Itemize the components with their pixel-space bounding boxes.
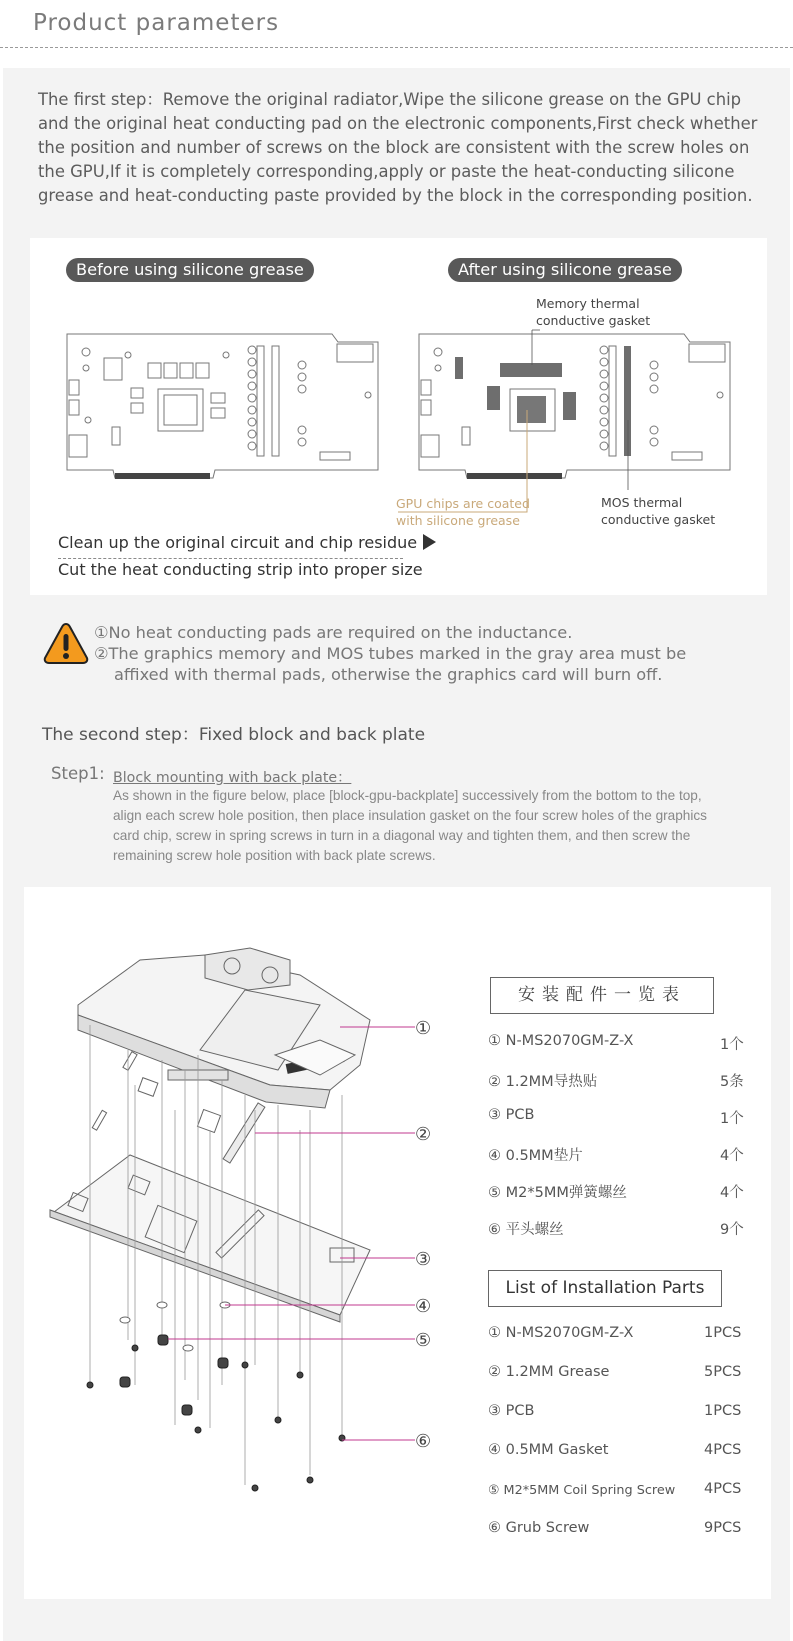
parts-en-row (488, 1520, 750, 1544)
diagram-marker-5: ⑤ (415, 1330, 432, 1351)
step1-body-text: As shown in the figure below, place [block-gpu-backplate] successively from the bottom to the top, align each screw hole position, then place insulation gasket on the four screw holes of the graphics card chip, screw in spring screws in turn in a diagonal way and tighten them, and then screw the remaining screw hole position with back plate screws. (113, 788, 707, 863)
cut-strip-instruction: Cut the heat conducting strip into proper size (58, 560, 423, 579)
parts-en-qty: 4PCS (704, 1481, 742, 1497)
diagram-marker-6: ⑥ (415, 1431, 432, 1452)
callout-memory (536, 295, 650, 329)
parts-list-cn-title: 安装配件一览表 (490, 977, 714, 1014)
parts-en-name: ⑤ M2*5MM Coil Spring Screw (488, 1483, 676, 1498)
callout-memory-line1: Memory thermal (536, 296, 640, 311)
second-step-title: The second step：Fixed block and back plate (42, 725, 426, 745)
parts-cn-name: ⑤ M2*5MM弹簧螺丝 (488, 1185, 627, 1201)
callout-mos (601, 494, 715, 528)
after-label-pill: After using silicone grease (448, 258, 682, 282)
parts-en-name: ④ 0.5MM Gasket (488, 1442, 609, 1458)
parts-cn-name: ④ 0.5MM垫片 (488, 1148, 583, 1164)
parts-en-name: ③ PCB (488, 1403, 535, 1419)
parts-cn-row (488, 1218, 750, 1242)
pcb-before (67, 334, 378, 479)
diagram-marker-4: ④ (415, 1296, 432, 1317)
callout-gpu (396, 495, 530, 529)
parts-en-row (488, 1442, 750, 1466)
parts-cn-qty: 5条 (720, 1074, 744, 1090)
parts-en-qty: 1PCS (704, 1325, 742, 1341)
callout-gpu-line2: with silicone grease (396, 513, 520, 528)
step1-heading: Block mounting with back plate： (113, 770, 352, 786)
parts-cn-row (488, 1181, 750, 1205)
parts-cn-qty: 1个 (720, 1111, 744, 1127)
parts-en-row (488, 1403, 750, 1427)
parts-en-name: ① N-MS2070GM-Z-X (488, 1325, 634, 1341)
parts-cn-qty: 4个 (720, 1148, 744, 1164)
parts-cn-qty: 9个 (720, 1222, 744, 1238)
parts-cn-row (488, 1144, 750, 1168)
clean-up-instruction (58, 533, 436, 552)
parts-cn-row (488, 1033, 750, 1057)
warning-icon (43, 621, 89, 665)
warning-line3: affixed with thermal pads, otherwise the graphics card will burn off. (114, 665, 663, 684)
warning-line2: ②The graphics memory and MOS tubes marked in the gray area must be (94, 644, 687, 663)
parts-cn-qty: 4个 (720, 1185, 744, 1201)
parts-en-row (488, 1364, 750, 1388)
diagram-marker-3: ③ (415, 1249, 432, 1270)
warning-text (94, 622, 686, 685)
diagram-marker-1: ① (415, 1018, 432, 1039)
callout-mos-line2: conductive gasket (601, 512, 716, 527)
parts-en-row (488, 1325, 750, 1349)
pcb-after (419, 334, 730, 479)
diagram-marker-2: ② (415, 1124, 432, 1145)
warning-line1: ①No heat conducting pads are required on the inductance. (94, 623, 573, 642)
parts-cn-name: ⑥ 平头螺丝 (488, 1222, 564, 1238)
parts-cn-row (488, 1107, 750, 1131)
clean-up-text: Clean up the original circuit and chip residue (58, 533, 418, 552)
parts-en-name: ⑥ Grub Screw (488, 1520, 590, 1536)
callout-gpu-line1: GPU chips are coated (396, 496, 530, 511)
parts-cn-name: ① N-MS2070GM-Z-X (488, 1033, 634, 1049)
parts-en-qty: 5PCS (704, 1364, 742, 1380)
parts-cn-row (488, 1070, 750, 1094)
callout-memory-line2: conductive gasket (536, 313, 651, 328)
exploded-view-diagram (0, 880, 470, 1560)
parts-en-qty: 1PCS (704, 1403, 742, 1419)
page-title: Product parameters (33, 10, 280, 36)
instruction-divider (58, 558, 403, 559)
step1-label: Step1: (51, 764, 105, 783)
parts-en-row (488, 1481, 750, 1505)
parts-list-en-title: List of Installation Parts (488, 1270, 722, 1307)
step1-intro-text: The first step：Remove the original radiator,Wipe the silicone grease on the GPU chip and the original heat conducting pad on the electronic components,First check whether the position and number of screws on the block are consistent with the screw holes on the GPU,If it is completely corresponding,apply or paste the heat-conducting silicone grease and heat-conducting paste provided by the block in the corresponding position. (38, 90, 758, 205)
parts-en-qty: 9PCS (704, 1520, 742, 1536)
parts-en-qty: 4PCS (704, 1442, 742, 1458)
before-label-pill: Before using silicone grease (66, 258, 314, 282)
parts-cn-qty: 1个 (720, 1037, 744, 1053)
parts-cn-name: ② 1.2MM导热贴 (488, 1074, 598, 1090)
parts-en-name: ② 1.2MM Grease (488, 1364, 610, 1380)
play-arrow-icon (423, 534, 436, 550)
callout-mos-line1: MOS thermal (601, 495, 683, 510)
parts-cn-name: ③ PCB (488, 1107, 535, 1123)
